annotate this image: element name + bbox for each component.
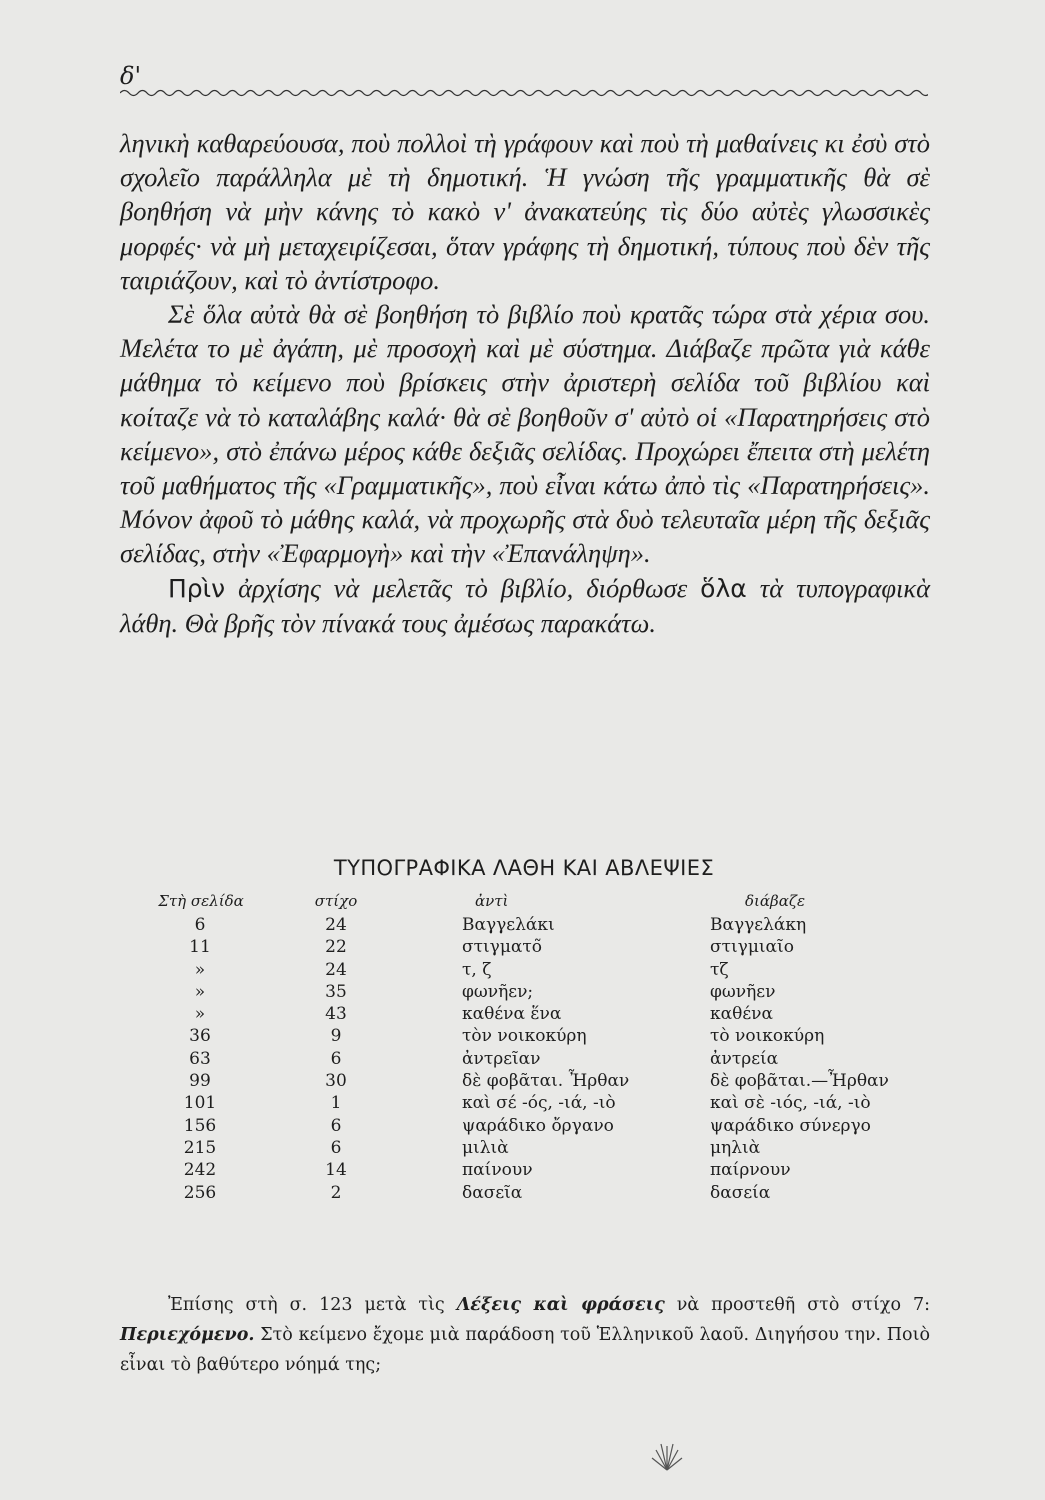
body-paragraph [120, 297, 930, 571]
errata-row [120, 1115, 928, 1137]
errata-cell-page: 156 [183, 1115, 217, 1136]
errata-cell-instead: μιλιὰ [462, 1137, 509, 1158]
body-paragraph [120, 571, 930, 640]
errata-cell-line: 24 [325, 959, 347, 980]
errata-cell-line: 6 [330, 1137, 342, 1158]
emphasized-word: ὅλα [700, 573, 747, 603]
errata-cell-page: 63 [189, 1048, 211, 1069]
errata-cell-read: ἀντρεία [710, 1048, 779, 1069]
errata-cell-instead: παίνουν [462, 1160, 533, 1181]
errata-cell-line: 9 [330, 1026, 342, 1047]
errata-cell-read: Βαγγελάκη [710, 915, 807, 935]
errata-cell-line: 1 [330, 1093, 342, 1114]
body-text [120, 126, 930, 640]
ornament-icon [650, 1432, 684, 1472]
errata-table [120, 892, 928, 1204]
errata-cell-instead: καὶ σέ -ός, -ιά, -ιὸ [462, 1093, 616, 1114]
errata-cell-page: 6 [194, 915, 206, 935]
errata-cell-line: 14 [325, 1160, 347, 1181]
errata-cell-read: τὸ νοικοκύρη [710, 1026, 825, 1047]
errata-cell-read: δὲ φοβᾶται.—Ἦρθαν [710, 1071, 889, 1092]
errata-cell-page: 101 [183, 1093, 217, 1114]
errata-cell-read: ψαράδικο σύνεργο [710, 1115, 871, 1136]
errata-cell-instead: Βαγγελάκι [462, 915, 555, 935]
errata-row [120, 1092, 928, 1114]
header-read: διάβαζε [745, 892, 806, 910]
errata-cell-instead: τ, ζ [462, 959, 492, 980]
errata-cell-instead: καθένα ἕνα [462, 1004, 562, 1025]
paragraph-text: τὰ τυπογραφικὰ λάθη. Θὰ βρῆς τὸν πίνακά τους ἀμέσως παρακάτω. [120, 572, 931, 638]
footnote-text-3: Στὸ κείμενο ἔχομε μιὰ παράδοση τοῦ Ἑλληνικοῦ λαοῦ. Διηγήσου την. Ποιὸ εἶναι τὸ βαθύτερο νόημά της; [120, 1325, 930, 1375]
errata-row [120, 959, 928, 981]
header-line: στίχο [314, 892, 358, 910]
errata-row [120, 1070, 928, 1092]
errata-cell-read: φωνῆεν [710, 981, 776, 1002]
errata-cell-page: » [194, 1004, 206, 1025]
paragraph-text: ἀρχίσης νὰ μελετᾶς τὸ βιβλίο, διόρθωσε [225, 572, 701, 603]
errata-cell-read: μηλιὰ [710, 1137, 761, 1158]
errata-cell-line: 22 [325, 937, 347, 958]
errata-cell-line: 24 [325, 915, 347, 935]
errata-cell-page: 99 [189, 1071, 211, 1092]
errata-cell-read: καὶ σὲ -ιός, -ιά, -ιὸ [710, 1093, 871, 1114]
errata-row [120, 1025, 928, 1047]
errata-header [120, 892, 928, 914]
errata-title: ΤΥΠΟΓΡΑΦΙΚΑ ΛΑΘΗ ΚΑΙ ΑΒΛΕΨΙΕΣ [333, 856, 715, 880]
errata-cell-page: » [194, 981, 206, 1002]
errata-cell-read: τζ [710, 959, 729, 980]
paragraph-text: Σὲ ὅλα αὐτὰ θὰ σὲ βοηθήση τὸ βιβλίο ποὺ κρατᾶς τώρα στὰ χέρια σου. Μελέτα το μὲ ἀγάπη, μὲ προσοχὴ καὶ μὲ σύστημα. Διάβαζε πρῶτα γιὰ κάθε μάθημα τὸ κείμενο ποὺ βρίσκεις στὴν ἀριστερὴ σελίδα τοῦ βιβλίου καὶ κοίταζε νὰ τὸ καταλάβης καλά· θὰ σὲ βοηθοῦν σ' αὐτὸ οἱ «Παρατηρήσεις στὸ κείμενο», στὸ ἐπάνω μέρος κάθε δεξιᾶς σελίδας. Προχώρει ἔπειτα στὴ μελέτη τοῦ μαθήματος τῆς «Γραμματικῆς», ποὺ εἶναι κάτω ἀπὸ τὶς «Παρατηρήσεις». Μόνον ἀφοῦ τὸ μάθης καλά, νὰ προχωρῆς στὰ δυὸ τελευταῖα μέρη τῆς δεξιᾶς σελίδας, στὴν «Ἐφαρμογὴ» καὶ τὴν «Ἐπανάληψη». [120, 299, 930, 569]
paragraph-text: ληνικὴ καθαρεύουσα, ποὺ πολλοὶ τὴ γράφουν καὶ ποὺ τὴ μαθαίνεις κι ἐσὺ στὸ σχολεῖο παράλληλα μὲ τὴ δημοτική. Ἡ γνώση τῆς γραμματικῆς θὰ σὲ βοηθήση νὰ μὴν κάνης τὸ κακὸ ν' ἀνακατεύης τὶς δύο αὐτὲς γλωσσικὲς μορφές· νὰ μὴ μεταχειρίζεσαι, ὅταν γράφης τὴ δημοτική, τύπους ποὺ δὲν τῆς ταιριάζουν, καὶ τὸ ἀντίστροφο. [120, 128, 930, 295]
errata-row [120, 1159, 928, 1181]
errata-row [120, 1003, 928, 1025]
errata-cell-line: 2 [330, 1182, 342, 1203]
errata-cell-instead: τὸν νοικοκύρη [462, 1026, 587, 1047]
footnote-emphasis-2: Περιεχόμενο. [120, 1325, 255, 1345]
errata-row [120, 1137, 928, 1159]
header-instead: ἀντὶ [475, 892, 509, 910]
errata-cell-instead: στιγματο̃ [462, 937, 543, 958]
errata-cell-page: 242 [183, 1160, 217, 1181]
errata-row [120, 936, 928, 958]
errata-cell-page: » [194, 959, 206, 980]
footnote-text-1: Ἐπίσης στὴ σ. 123 μετὰ τὶς [168, 1295, 457, 1315]
errata-row [120, 1048, 928, 1070]
errata-cell-read: καθένα [710, 1004, 773, 1025]
errata-row [120, 981, 928, 1003]
errata-cell-read: παίρνουν [710, 1160, 791, 1181]
errata-cell-line: 6 [330, 1048, 342, 1069]
errata-row [120, 1182, 928, 1204]
errata-cell-instead: δασεῖα [462, 1182, 523, 1203]
errata-cell-read: στιγμιαῖο [710, 937, 794, 958]
errata-cell-page: 11 [189, 937, 211, 958]
errata-cell-instead: φωνῆεν; [462, 981, 534, 1002]
emphasized-word: Πρὶν [168, 573, 226, 603]
footnote-emphasis-1: Λέξεις καὶ φράσεις [456, 1295, 665, 1315]
errata-cell-instead: ἀντρεῖαν [462, 1048, 541, 1069]
page-number: δ' [120, 62, 142, 90]
errata-cell-instead: ψαράδικο ὄργανο [462, 1115, 614, 1136]
footnote [120, 1290, 930, 1380]
wavy-rule [120, 84, 928, 102]
errata-cell-instead: δὲ φοβᾶται. Ἦρθαν [462, 1071, 630, 1092]
footnote-text-2: νὰ προστεθῆ στὸ στίχο 7: [664, 1295, 930, 1315]
errata-cell-line: 35 [325, 981, 347, 1002]
errata-cell-read: δασεία [710, 1182, 771, 1203]
header-page: Στὴ σελίδα [158, 892, 244, 910]
errata-cell-line: 6 [330, 1115, 342, 1136]
errata-row [120, 914, 928, 936]
body-paragraph [120, 126, 930, 297]
errata-cell-page: 215 [183, 1137, 217, 1158]
errata-cell-line: 30 [325, 1071, 347, 1092]
errata-cell-line: 43 [325, 1004, 347, 1025]
errata-cell-page: 256 [183, 1182, 217, 1203]
errata-cell-page: 36 [189, 1026, 211, 1047]
